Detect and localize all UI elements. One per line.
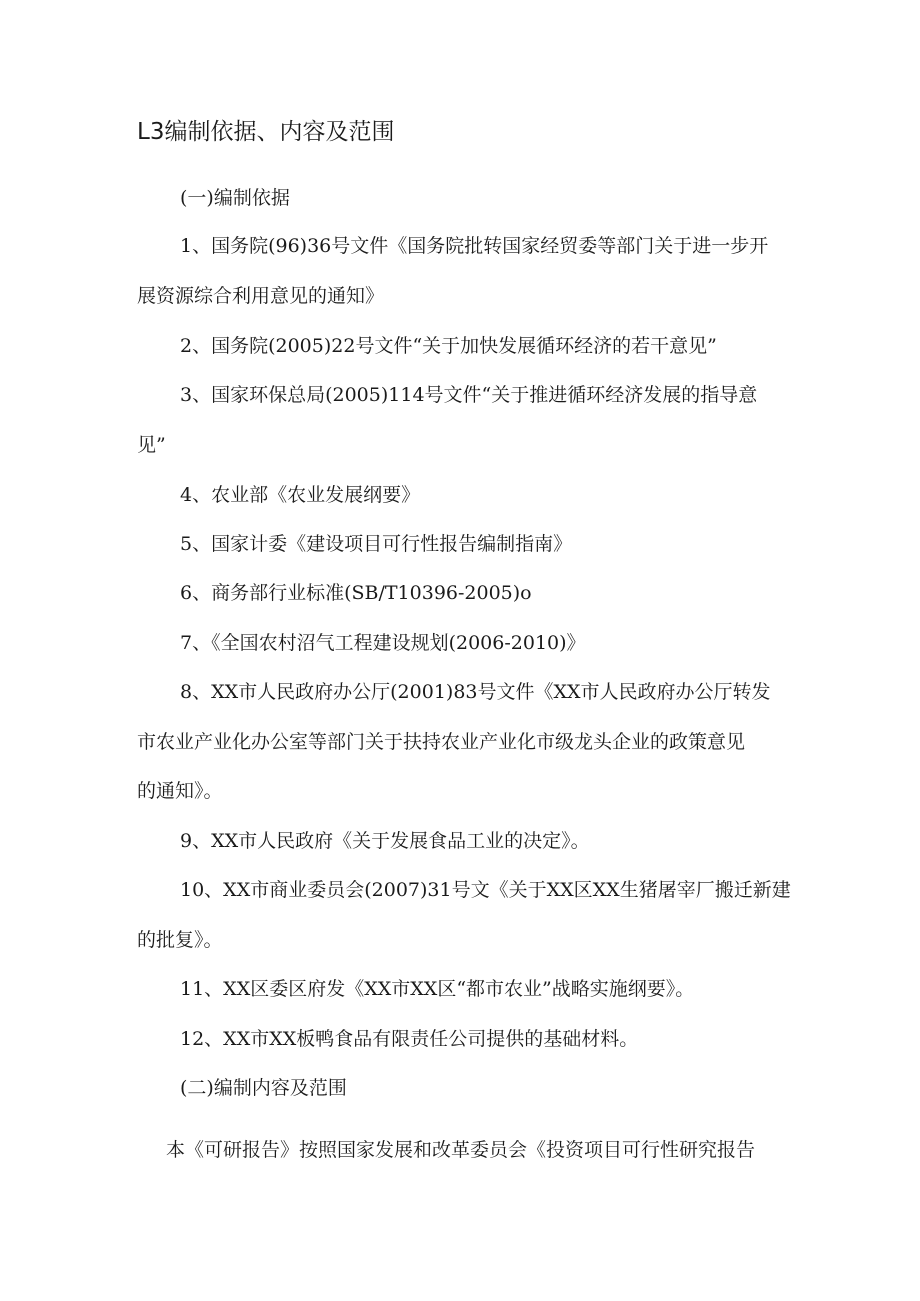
list-item-1-line-1: 1、国务院(96)36号文件《国务院批转国家经贸委等部门关于进一步开	[180, 235, 769, 257]
list-item-3-line-1: 3、国家环保总局(2005)114号文件“关于推进循环经济发展的指导意	[180, 384, 758, 406]
list-item-8-line-2: 市农业产业化办公室等部门关于扶持农业产业化市级龙头企业的政策意见	[137, 731, 746, 753]
list-item-9: 9、XX市人民政府《关于发展食品工业的决定》。	[180, 830, 590, 852]
subsection-title-basis: (一)编制依据	[180, 187, 290, 209]
list-item-11: 11、XX区委区府发《XX市XX区“都市农业”战略实施纲要》。	[180, 978, 695, 1000]
list-item-8-line-3: 的通知》。	[137, 780, 223, 802]
list-item-8-line-1: 8、XX市人民政府办公厅(2001)83号文件《XX市人民政府办公厅转发	[180, 681, 771, 703]
list-item-5: 5、国家计委《建设项目可行性报告编制指南》	[180, 533, 573, 555]
body-paragraph: 本《可研报告》按照国家发展和改革委员会《投资项目可行性研究报告	[166, 1139, 756, 1161]
subsection-title-scope: (二)编制内容及范围	[180, 1077, 347, 1099]
list-item-3-line-2: 见”	[137, 434, 166, 456]
list-item-7: 7、《全国农村沼气工程建设规划(2006-2010)》	[180, 632, 586, 654]
section-heading: L3编制依据、内容及范围	[137, 119, 395, 145]
list-item-10-line-1: 10、XX市商业委员会(2007)31号文《关于XX区XX生猪屠宰厂搬迁新建	[180, 879, 791, 901]
list-item-4: 4、农业部《农业发展纲要》	[180, 484, 421, 506]
list-item-1-line-2: 展资源综合利用意见的通知》	[137, 285, 385, 307]
list-item-10-line-2: 的批复》。	[137, 929, 223, 951]
list-item-6: 6、商务部行业标准(SB/T10396-2005)o	[180, 582, 532, 604]
list-item-12: 12、XX市XX板鸭食品有限责任公司提供的基础材料。	[180, 1028, 639, 1050]
list-item-2: 2、国务院(2005)22号文件“关于加快发展循环经济的若干意见”	[180, 335, 717, 357]
